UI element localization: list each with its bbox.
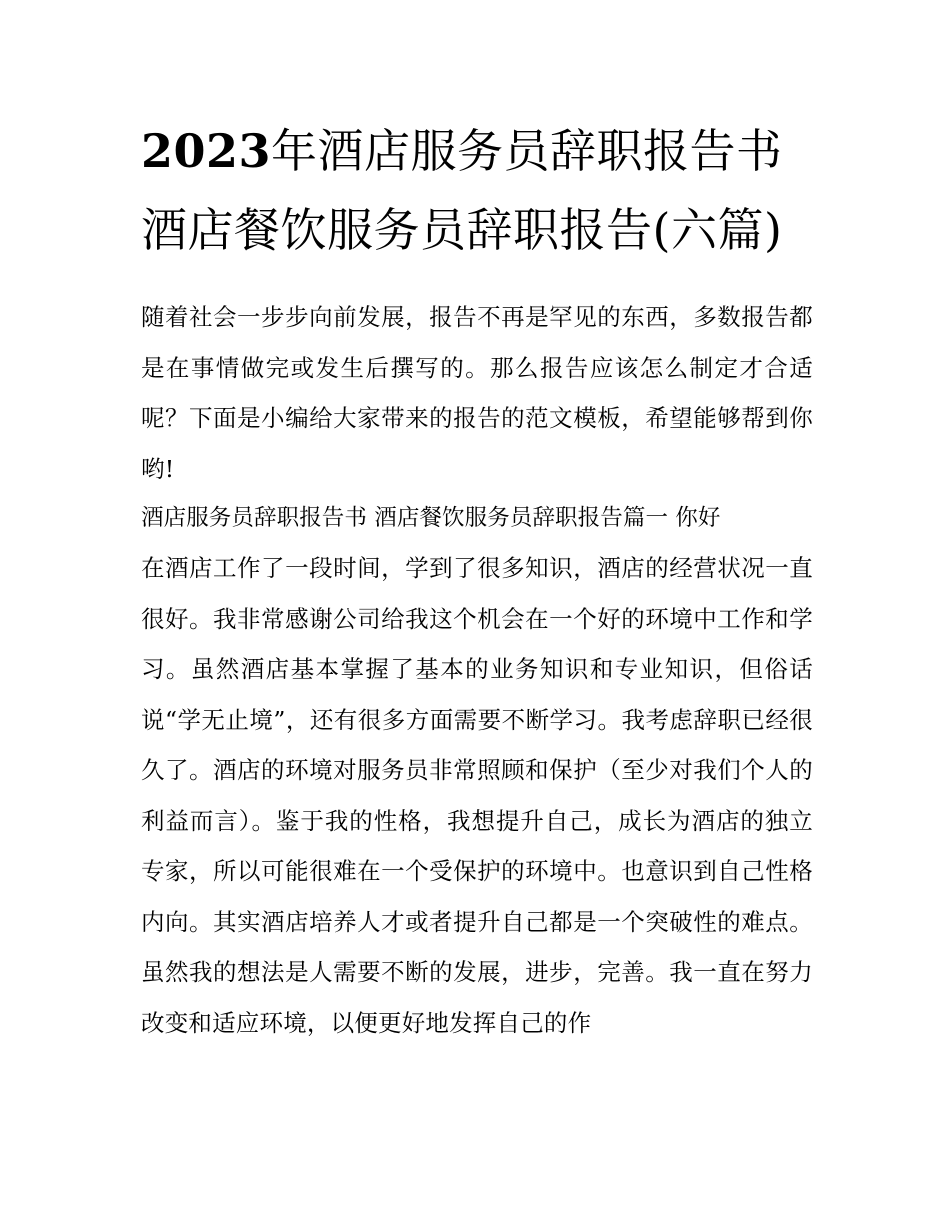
title-year: 2023	[141, 124, 272, 178]
intro-paragraph: 随着社会一步步向前发展，报告不再是罕见的东西，多数报告都是在事情做完或发生后撰写的。那么报告应该怎么制定才合适呢？下面是小编给大家带来的报告的范文模板，希望能够帮到你哟!	[141, 303, 813, 483]
body-paragraph: 在酒店工作了一段时间，学到了很多知识，酒店的经营状况一直很好。我非常感谢公司给我这个机会在一个好的环境中工作和学习。虽然酒店基本掌握了基本的业务知识和专业知识，但俗话说“学无止境”，还有很多方面需要不断学习。我考虑辞职已经很久了。酒店的环境对服务员非常照顾和保护（至少对我们个人的利益而言）。鉴于我的性格，我想提升自己，成长为酒店的独立专家，所以可能很难在一个受保护的环境中。也意识到自己性格内向。其实酒店培养人才或者提升自己都是一个突破性的难点。虽然我的想法是人需要不断的发展，进步，完善。我一直在努力改变和适应环境，以便更好地发挥自己的作	[141, 554, 813, 1037]
document-page	[141, 112, 813, 1048]
document-title	[141, 112, 813, 270]
section-heading: 酒店服务员辞职报告书 酒店餐饮服务员辞职报告篇一 你好	[141, 505, 721, 531]
title-text: 年酒店服务员辞职报告书酒店餐饮服务员辞职报告(六篇)	[141, 124, 783, 257]
